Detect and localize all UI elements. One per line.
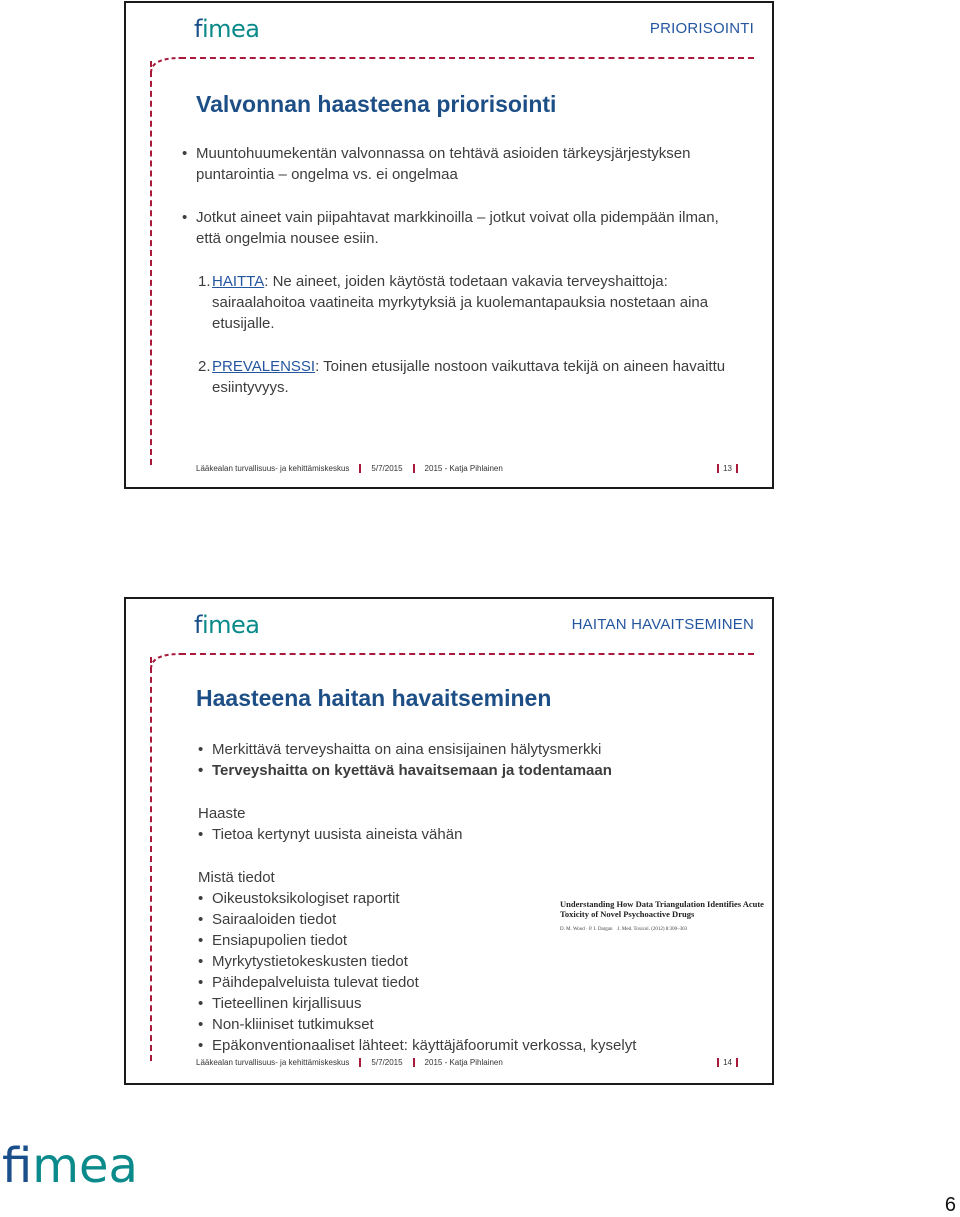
slide-footer [196,1058,742,1067]
footer-separator [359,464,361,473]
article-journal: J. Med. Toxicol. (2012) 8:300–303 [617,927,688,932]
sources-heading: Mistä tiedot [198,869,275,886]
article-title: Understanding How Data Triangulation Identifies Acute Toxicity of Novel Psychoactive Drugs [560,899,764,919]
dashed-rule-left [150,657,152,1061]
slide-page-number: 13 [723,464,732,473]
numbered-item: 2. PREVALENSSI: Toinen etusijalle nostoon vaikuttava tekijä on aineen havaittu esiintyvyys. [198,358,726,396]
section-label: PRIORISOINTI [649,20,754,37]
footer-separator [413,464,415,473]
source-item: • Oikeustoksikologiset raportit [198,888,742,909]
source-item: • Ensiapupolien tiedot [198,930,742,951]
footer-separator [359,1058,361,1067]
fimea-page-logo: fimea [2,1138,138,1194]
slide-footer [196,464,742,473]
section-label: HAITAN HAVAITSEMINEN [571,616,754,633]
article-authors: D. M. Wood · P. I. Dargan [560,927,613,932]
keyword-prevalenssi: PREVALENSSI [212,358,316,375]
slide-title: Haasteena haitan havaitseminen [196,685,552,711]
footer-author: 2015 - Katja Pihlainen [424,464,503,473]
dashed-rule [180,653,754,655]
source-item: • Päihdepalveluista tulevat tiedot [198,972,742,993]
dashed-rule-left [150,61,152,465]
list-item: • Merkittävä terveyshaitta on aina ensisijainen hälytysmerkki [198,739,742,760]
article-reference [560,899,770,932]
slide-content [198,739,742,1056]
list-item: • Tietoa kertynyt uusista aineista vähän [198,824,742,845]
page-number: 6 [944,1194,956,1216]
source-item: • Myrkytystietokeskusten tiedot [198,951,742,972]
list-item: • Jotkut aineet vain piipahtavat markkinoilla – jotkut voivat olla pidempään ilman, että ongelmia nousee esiin. [182,207,742,249]
footer-org: Lääkealan turvallisuus- ja kehittämiskeskus [196,464,350,473]
slide-13 [124,1,774,489]
slide-content [182,143,742,398]
source-item: • Epäkonventionaaliset lähteet: käyttäjäfoorumit verkossa, kyselyt [198,1035,742,1056]
list-item: • Muuntohuumekentän valvonnassa on tehtävä asioiden tärkeysjärjestyksen puntarointia – ongelma vs. ei ongelmaa [182,143,742,185]
list-item: • Terveyshaitta on kyettävä havaitsemaan ja todentamaan [198,760,742,781]
slide-page-number: 14 [723,1058,732,1067]
slide-title: Valvonnan haasteena priorisointi [196,91,557,117]
source-item: • Sairaaloiden tiedot [198,909,742,930]
footer-separator [413,1058,415,1067]
slide-14 [124,597,774,1085]
source-item: • Non-kliiniset tutkimukset [198,1014,742,1035]
footer-date: 5/7/2015 [371,464,403,473]
footer-date: 5/7/2015 [371,1058,403,1067]
numbered-item: 1. HAITTA: Ne aineet, joiden käytöstä todetaan vakavia terveyshaittoja: sairaalahoitoa vaatineita myrkytyksiä ja kuolemantapauksia nostetaan aina etusijalle. [198,273,709,332]
dashed-rule [180,57,754,59]
haaste-heading: Haaste [198,805,246,822]
fimea-logo: fimea [194,15,260,43]
fimea-logo: fimea [194,611,260,639]
keyword-haitta: HAITTA [212,273,265,290]
footer-org: Lääkealan turvallisuus- ja kehittämiskeskus [196,1058,350,1067]
footer-author: 2015 - Katja Pihlainen [424,1058,503,1067]
source-item: • Tieteellinen kirjallisuus [198,993,742,1014]
